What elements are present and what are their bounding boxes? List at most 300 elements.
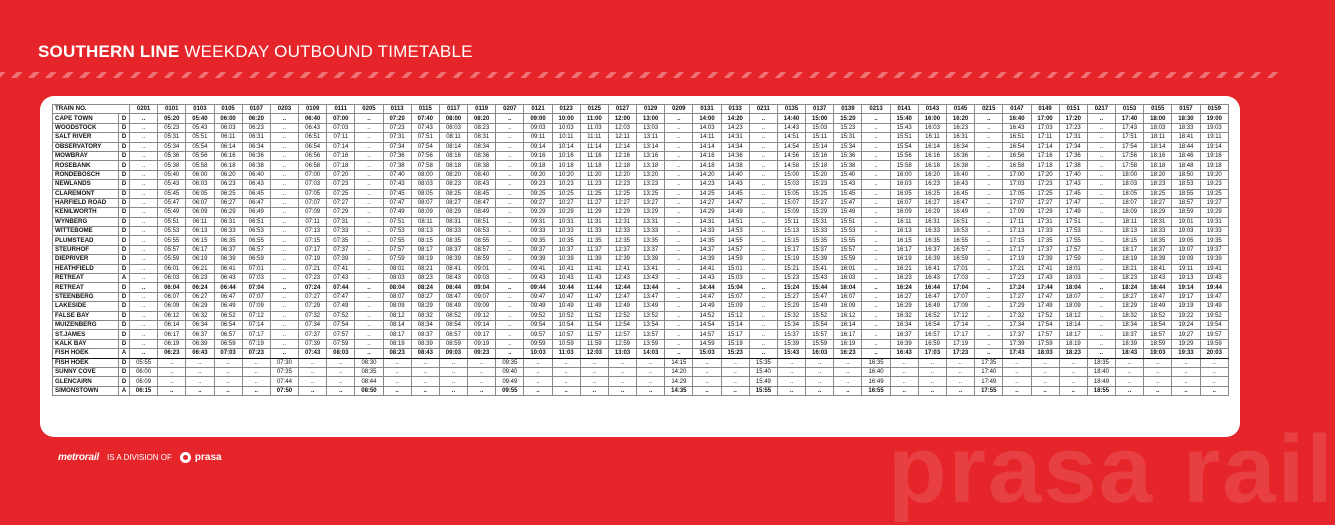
station-name: RETREAT	[53, 283, 119, 292]
train-number: 0109	[299, 105, 327, 114]
time-cell: 12:37	[608, 245, 636, 254]
time-cell: 19:13	[1172, 274, 1200, 283]
time-cell: ..	[749, 189, 777, 198]
time-cell: 13:41	[637, 264, 665, 273]
time-cell: ..	[130, 189, 158, 198]
time-cell: 18:34	[1116, 320, 1144, 329]
time-cell: 14:41	[693, 264, 721, 273]
time-cell: 14:57	[721, 245, 749, 254]
time-cell: ..	[524, 386, 552, 395]
time-cell: 06:19	[158, 339, 186, 348]
time-cell: ..	[749, 264, 777, 273]
time-cell: 08:53	[468, 227, 496, 236]
time-cell: 14:49	[721, 208, 749, 217]
time-cell: 18:32	[1116, 311, 1144, 320]
time-cell: 13:49	[637, 302, 665, 311]
train-number: 0135	[777, 105, 805, 114]
time-cell: 17:29	[1003, 302, 1031, 311]
time-cell: 17:23	[946, 349, 974, 358]
time-cell: 07:37	[299, 330, 327, 339]
time-cell: 06:23	[186, 274, 214, 283]
arrive-depart-flag: D	[119, 377, 130, 386]
time-cell: 08:50	[355, 386, 383, 395]
station-name: KALK BAY	[53, 339, 119, 348]
time-cell: ..	[693, 386, 721, 395]
time-cell: 09:39	[524, 255, 552, 264]
time-cell: 06:00	[214, 114, 242, 123]
time-cell: 18:05	[1116, 189, 1144, 198]
time-cell: 14:23	[721, 123, 749, 132]
time-cell: 15:43	[834, 180, 862, 189]
time-cell: ..	[383, 386, 411, 395]
time-cell: ..	[749, 311, 777, 320]
time-cell: 17:11	[1003, 217, 1031, 226]
train-number: 0137	[806, 105, 834, 114]
station-name: WITTEBOME	[53, 227, 119, 236]
time-cell: ..	[665, 349, 693, 358]
metrorail-logo: metrorail	[58, 452, 99, 463]
time-cell: 15:16	[806, 151, 834, 160]
time-cell: ..	[1087, 339, 1115, 348]
time-cell: 15:05	[777, 189, 805, 198]
station-name: PLUMSTEAD	[53, 236, 119, 245]
time-cell: 17:43	[1116, 123, 1144, 132]
time-cell: 08:44	[355, 377, 383, 386]
time-cell: 15:31	[834, 133, 862, 142]
time-cell: 10:00	[552, 114, 580, 123]
time-cell: 10:41	[552, 264, 580, 273]
time-cell: ..	[1003, 367, 1031, 376]
time-cell: 11:00	[580, 114, 608, 123]
time-cell: 06:23	[158, 349, 186, 358]
time-cell: ..	[496, 283, 524, 292]
time-cell: 15:54	[890, 142, 918, 151]
time-cell: ..	[355, 339, 383, 348]
time-cell: ..	[1031, 358, 1059, 367]
time-cell: 10:03	[552, 123, 580, 132]
time-cell: 15:12	[721, 311, 749, 320]
time-cell: 08:12	[383, 311, 411, 320]
time-cell: 06:57	[214, 330, 242, 339]
time-cell: 07:01	[242, 264, 270, 273]
time-cell: ..	[862, 161, 890, 170]
time-cell: 08:34	[468, 142, 496, 151]
time-cell: 19:41	[1200, 264, 1228, 273]
time-cell: ..	[270, 133, 298, 142]
time-cell: ..	[834, 386, 862, 395]
time-cell: 10:25	[552, 189, 580, 198]
table-row	[53, 292, 1229, 301]
time-cell: 18:47	[1144, 292, 1172, 301]
time-cell: 12:31	[608, 217, 636, 226]
time-cell: ..	[1116, 386, 1144, 395]
time-cell: 07:34	[383, 142, 411, 151]
time-cell: 16:07	[834, 292, 862, 301]
time-cell: ..	[1087, 217, 1115, 226]
time-cell: ..	[1087, 302, 1115, 311]
time-cell: ..	[468, 367, 496, 376]
arrive-depart-flag: D	[119, 358, 130, 367]
time-cell: 17:07	[946, 292, 974, 301]
time-cell: 16:58	[1003, 161, 1031, 170]
arrive-depart-flag: D	[119, 283, 130, 292]
time-cell: 16:36	[946, 151, 974, 160]
time-cell: ..	[975, 330, 1003, 339]
time-cell: ..	[130, 151, 158, 160]
time-cell: 07:18	[327, 161, 355, 170]
time-cell: 07:17	[242, 330, 270, 339]
time-cell: 09:01	[468, 264, 496, 273]
time-cell: 15:34	[834, 142, 862, 151]
time-cell: 19:29	[1200, 208, 1228, 217]
time-cell: 07:30	[270, 358, 298, 367]
time-cell: 16:35	[862, 358, 890, 367]
time-cell: 11:29	[580, 208, 608, 217]
time-cell: ..	[158, 367, 186, 376]
time-cell: ..	[1059, 367, 1087, 376]
arrive-depart-flag: D	[119, 236, 130, 245]
time-cell: 10:54	[552, 320, 580, 329]
time-cell: 08:57	[439, 330, 467, 339]
time-cell: 17:27	[1031, 198, 1059, 207]
time-cell: 14:57	[693, 330, 721, 339]
time-cell: ..	[1087, 123, 1115, 132]
time-cell: ..	[637, 386, 665, 395]
time-cell: 15:38	[834, 161, 862, 170]
time-cell: ..	[806, 386, 834, 395]
time-cell: 07:14	[242, 320, 270, 329]
time-cell: 12:25	[608, 189, 636, 198]
time-cell: 15:31	[806, 217, 834, 226]
time-cell: 06:09	[158, 302, 186, 311]
time-cell: 07:09	[242, 302, 270, 311]
time-cell: 18:30	[1172, 114, 1200, 123]
time-cell: 18:57	[1144, 330, 1172, 339]
time-cell: 05:45	[158, 189, 186, 198]
time-cell: 14:45	[721, 189, 749, 198]
time-cell: 15:32	[777, 311, 805, 320]
time-cell: ..	[158, 358, 186, 367]
time-cell: 08:51	[468, 217, 496, 226]
time-cell: ..	[946, 377, 974, 386]
time-cell: 19:47	[1200, 292, 1228, 301]
station-name: RONDEBOSCH	[53, 170, 119, 179]
time-cell: 06:53	[242, 227, 270, 236]
time-cell: 15:27	[806, 198, 834, 207]
time-cell: 06:17	[186, 245, 214, 254]
time-cell: 19:03	[1172, 227, 1200, 236]
time-cell: 15:35	[749, 358, 777, 367]
time-cell: ..	[862, 311, 890, 320]
time-cell: 14:59	[693, 339, 721, 348]
time-cell: ..	[130, 227, 158, 236]
time-cell: 16:03	[834, 274, 862, 283]
time-cell: 06:31	[214, 217, 242, 226]
time-cell: ..	[946, 386, 974, 395]
time-cell: 08:29	[411, 302, 439, 311]
time-cell: 14:38	[721, 161, 749, 170]
time-cell: 17:17	[1003, 245, 1031, 254]
time-cell: 17:11	[1031, 133, 1059, 142]
time-cell: 09:16	[524, 151, 552, 160]
time-cell: 15:09	[721, 302, 749, 311]
time-cell: ..	[1144, 367, 1172, 376]
time-cell: ..	[299, 358, 327, 367]
train-number: 0117	[439, 105, 467, 114]
time-cell: ..	[580, 367, 608, 376]
time-cell: ..	[411, 377, 439, 386]
time-cell: 18:43	[1116, 349, 1144, 358]
train-number: 0105	[214, 105, 242, 114]
time-cell: 08:09	[411, 208, 439, 217]
time-cell: ..	[270, 330, 298, 339]
time-cell: ..	[186, 367, 214, 376]
time-cell: 18:59	[1144, 339, 1172, 348]
time-cell: 17:03	[946, 274, 974, 283]
arrive-depart-flag: D	[119, 227, 130, 236]
time-cell: 16:44	[918, 283, 946, 292]
time-cell: 15:17	[721, 330, 749, 339]
time-cell: 12:18	[608, 161, 636, 170]
time-cell: 08:43	[439, 274, 467, 283]
time-cell: 16:43	[946, 180, 974, 189]
time-cell: ..	[496, 208, 524, 217]
time-cell: 08:04	[383, 283, 411, 292]
time-cell: ..	[130, 330, 158, 339]
time-cell: ..	[834, 367, 862, 376]
time-cell: 06:09	[130, 377, 158, 386]
time-cell: 08:21	[411, 264, 439, 273]
time-cell: 18:49	[1144, 302, 1172, 311]
time-cell: 06:13	[186, 227, 214, 236]
time-cell: 14:14	[693, 142, 721, 151]
time-cell: ..	[946, 367, 974, 376]
time-cell: ..	[777, 377, 805, 386]
time-cell: ..	[721, 367, 749, 376]
station-name: RETREAT	[53, 274, 119, 283]
table-row	[53, 123, 1229, 132]
time-cell: ..	[270, 151, 298, 160]
time-cell: ..	[975, 123, 1003, 132]
time-cell: 15:23	[721, 349, 749, 358]
time-cell: 11:27	[580, 198, 608, 207]
train-number: 0201	[130, 105, 158, 114]
time-cell: 08:23	[439, 180, 467, 189]
station-name: GLENCAIRN	[53, 377, 119, 386]
time-cell: 09:03	[468, 274, 496, 283]
time-cell: 18:00	[1144, 114, 1172, 123]
time-cell: 15:25	[806, 189, 834, 198]
time-cell: 06:55	[242, 236, 270, 245]
time-cell: 08:37	[439, 245, 467, 254]
time-cell: ..	[299, 386, 327, 395]
table-row	[53, 302, 1229, 311]
time-cell: 06:15	[186, 236, 214, 245]
time-cell: 17:49	[975, 377, 1003, 386]
time-cell: 19:44	[1200, 283, 1228, 292]
time-cell: ..	[637, 358, 665, 367]
prasa-dot-icon	[180, 452, 191, 463]
time-cell: 06:21	[186, 264, 214, 273]
time-cell: 18:03	[1059, 274, 1087, 283]
time-cell: 18:21	[1116, 264, 1144, 273]
time-cell: 07:43	[383, 180, 411, 189]
time-cell: 07:29	[299, 302, 327, 311]
time-cell: 16:49	[946, 208, 974, 217]
time-cell: 14:18	[693, 161, 721, 170]
time-cell: 14:03	[693, 123, 721, 132]
time-cell: 16:03	[890, 180, 918, 189]
time-cell: 17:40	[1116, 114, 1144, 123]
time-cell: ..	[862, 283, 890, 292]
time-cell: ..	[975, 255, 1003, 264]
time-cell: 15:39	[806, 255, 834, 264]
time-cell: ..	[1172, 386, 1200, 395]
time-cell: 05:34	[158, 142, 186, 151]
time-cell: 15:40	[834, 170, 862, 179]
time-cell: 10:31	[552, 217, 580, 226]
time-cell: 08:45	[468, 189, 496, 198]
time-cell: 07:33	[327, 227, 355, 236]
arrive-depart-flag: D	[119, 367, 130, 376]
time-cell: ..	[1087, 151, 1115, 160]
time-cell: 17:23	[1003, 274, 1031, 283]
header-label: TRAIN NO.	[53, 105, 130, 114]
time-cell: 06:52	[214, 311, 242, 320]
time-cell: 12:11	[608, 133, 636, 142]
time-cell: 18:11	[1144, 133, 1172, 142]
time-cell: 12:54	[608, 320, 636, 329]
time-cell: 17:19	[1003, 255, 1031, 264]
table-row	[53, 151, 1229, 160]
time-cell: 07:59	[327, 339, 355, 348]
time-cell: 13:29	[637, 208, 665, 217]
time-cell: 08:38	[468, 161, 496, 170]
time-cell: 15:59	[834, 255, 862, 264]
station-name: OBSERVATORY	[53, 142, 119, 151]
time-cell: 07:49	[327, 302, 355, 311]
time-cell: 08:03	[439, 123, 467, 132]
time-cell: 17:47	[1031, 292, 1059, 301]
time-cell: 08:33	[439, 227, 467, 236]
time-cell: 16:14	[834, 320, 862, 329]
prasa-rail-watermark: prasa rail	[888, 416, 1335, 523]
time-cell: 15:14	[806, 142, 834, 151]
time-cell: 20:03	[1200, 349, 1228, 358]
time-cell: ..	[862, 208, 890, 217]
time-cell: 09:09	[468, 302, 496, 311]
time-cell: ..	[130, 142, 158, 151]
time-cell: 15:36	[834, 151, 862, 160]
time-cell: 17:20	[1059, 114, 1087, 123]
time-cell: 19:59	[1200, 339, 1228, 348]
time-cell: ..	[1200, 358, 1228, 367]
time-cell: 09:14	[524, 142, 552, 151]
time-cell: 06:47	[242, 198, 270, 207]
time-cell: 08:43	[468, 180, 496, 189]
time-cell: 09:49	[496, 377, 524, 386]
time-cell: 12:41	[608, 264, 636, 273]
time-cell: ..	[975, 133, 1003, 142]
time-cell: ..	[975, 217, 1003, 226]
time-cell: 16:47	[946, 198, 974, 207]
time-cell: ..	[1003, 358, 1031, 367]
time-cell: 18:17	[1116, 245, 1144, 254]
time-cell: 15:40	[890, 114, 918, 123]
time-cell: 08:17	[383, 330, 411, 339]
time-cell: ..	[806, 377, 834, 386]
time-cell: 12:35	[608, 236, 636, 245]
time-cell: 17:34	[1059, 142, 1087, 151]
time-cell: ..	[468, 358, 496, 367]
time-cell: ..	[862, 274, 890, 283]
time-cell: ..	[270, 161, 298, 170]
time-cell: 07:54	[411, 142, 439, 151]
time-cell: 13:00	[637, 114, 665, 123]
table-row	[53, 133, 1229, 142]
time-cell: ..	[1087, 208, 1115, 217]
time-cell: 09:54	[524, 320, 552, 329]
time-cell: 15:40	[749, 367, 777, 376]
time-cell: 17:41	[1031, 264, 1059, 273]
time-cell: ..	[355, 170, 383, 179]
time-cell: 07:38	[383, 161, 411, 170]
time-cell: ..	[665, 292, 693, 301]
time-cell: 15:09	[777, 208, 805, 217]
time-cell: 19:14	[1172, 283, 1200, 292]
time-cell: 15:03	[721, 274, 749, 283]
time-cell: 05:57	[158, 245, 186, 254]
table-row	[53, 330, 1229, 339]
time-cell: ..	[665, 133, 693, 142]
time-cell: 08:59	[468, 255, 496, 264]
time-cell: ..	[411, 358, 439, 367]
table-row	[53, 208, 1229, 217]
time-cell: 18:23	[1059, 349, 1087, 358]
time-cell: 18:48	[1172, 161, 1200, 170]
time-cell: 18:49	[1087, 377, 1115, 386]
time-cell: 18:14	[1059, 320, 1087, 329]
time-cell: ..	[749, 142, 777, 151]
time-cell: 13:14	[637, 142, 665, 151]
time-cell: 11:03	[552, 349, 580, 358]
time-cell: 14:47	[693, 292, 721, 301]
time-cell: 17:12	[946, 311, 974, 320]
time-cell: ..	[749, 255, 777, 264]
time-cell: 14:49	[693, 302, 721, 311]
time-cell: 17:54	[1116, 142, 1144, 151]
time-cell: 15:33	[806, 227, 834, 236]
time-cell: 16:41	[918, 264, 946, 273]
time-cell: ..	[270, 114, 298, 123]
time-cell: ..	[721, 358, 749, 367]
time-cell: 17:44	[1031, 283, 1059, 292]
time-cell: 06:31	[242, 133, 270, 142]
table-row	[53, 274, 1229, 283]
time-cell: 15:00	[806, 114, 834, 123]
table-row	[53, 377, 1229, 386]
time-cell: 18:11	[1116, 217, 1144, 226]
time-cell: 12:59	[608, 339, 636, 348]
time-cell: ..	[355, 189, 383, 198]
train-number: 0113	[383, 105, 411, 114]
time-cell: 05:43	[158, 180, 186, 189]
time-cell: ..	[1087, 330, 1115, 339]
time-cell: 15:27	[777, 292, 805, 301]
time-cell: 18:18	[1144, 161, 1172, 170]
time-cell: ..	[862, 292, 890, 301]
time-cell: ..	[496, 320, 524, 329]
